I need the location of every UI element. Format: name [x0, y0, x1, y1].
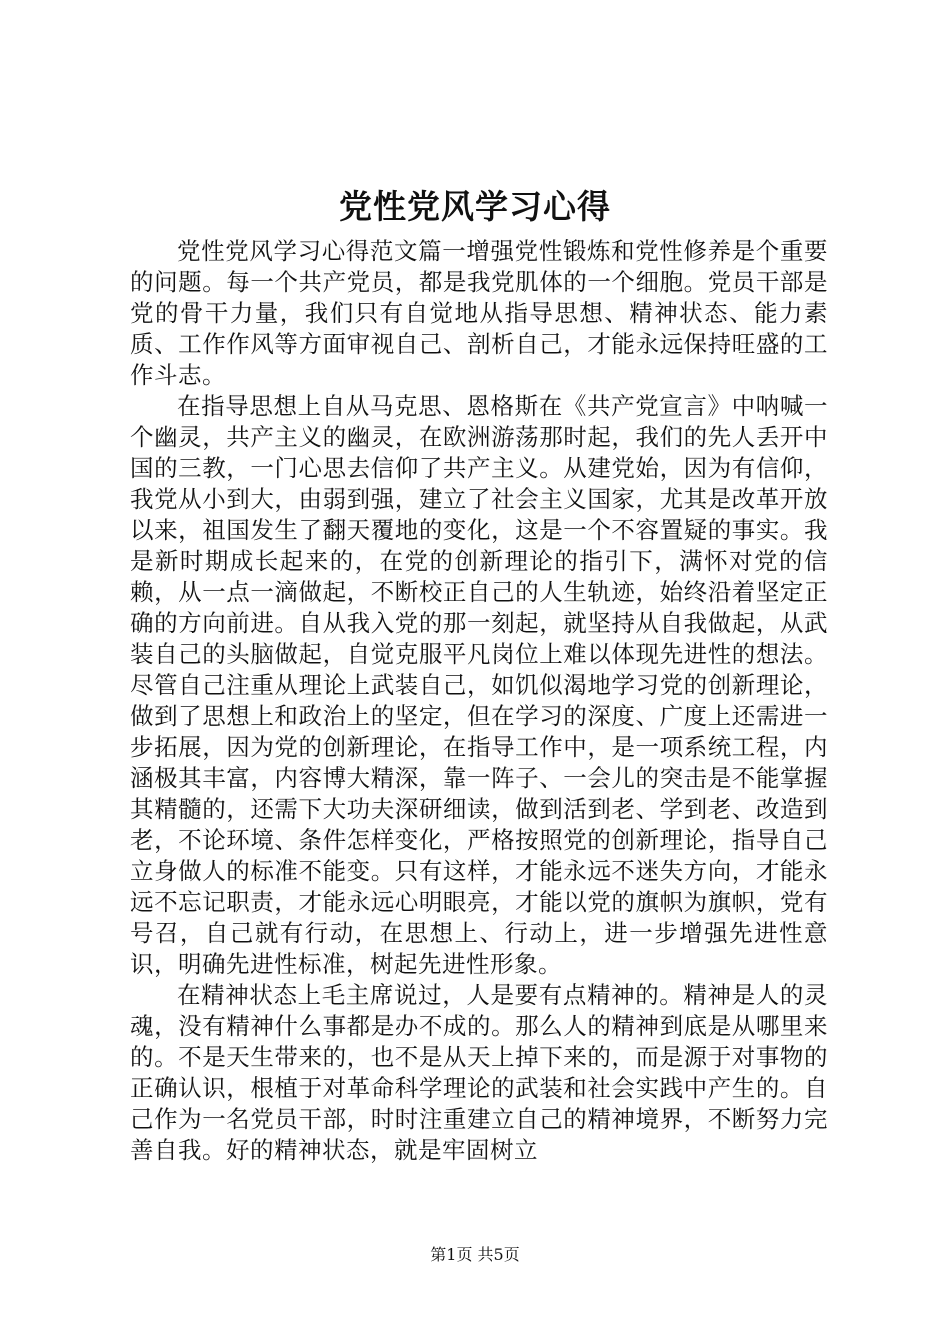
paragraph-1: 党性党风学习心得范文篇一增强党性锻炼和党性修养是个重要的问题。每一个共产党员，都是我党肌体的一个细胞。党员干部是党的骨干力量，我们只有自觉地从指导思想、精神状态、能力素质、工作作风等方面审视自己、剖析自己，才能永远保持旺盛的工作斗志。 — [130, 237, 828, 389]
paragraph-3: 在精神状态上毛主席说过，人是要有点精神的。精神是人的灵魂，没有精神什么事都是办不成的。那么人的精神到底是从哪里来的。不是天生带来的，也不是从天上掉下来的，而是源于对事物的正确认识，根植于对革命科学理论的武装和社会实践中产生的。自己作为一名党员干部，时时注重建立自己的精神境界，不断努力完善自我。好的精神状态，就是牢固树立 — [130, 981, 828, 1164]
paragraph-2: 在指导思想上自从马克思、恩格斯在《共产党宣言》中呐喊一个幽灵，共产主义的幽灵，在欧洲游荡那时起，我们的先人丢开中国的三教，一门心思去信仰了共产主义。从建党始，因为有信仰，我党从小到大，由弱到强，建立了社会主义国家，尤其是改革开放以来，祖国发生了翻天覆地的变化，这是一个不容置疑的事实。我是新时期成长起来的，在党的创新理论的指引下，满怀对党的信赖，从一点一滴做起，不断校正自己的人生轨迹，始终沿着坚定正确的方向前进。自从我入党的那一刻起，就坚持从自我做起，从武装自己的头脑做起，自觉克服平凡岗位上难以体现先进性的想法。尽管自己注重从理论上武装自己，如饥似渴地学习党的创新理论，做到了思想上和政治上的坚定，但在学习的深度、广度上还需进一步拓展，因为党的创新理论，在指导工作中，是一项系统工程，内涵极其丰富，内容博大精深，靠一阵子、一会儿的突击是不能掌握其精髓的，还需下大功夫深研细读，做到活到老、学到老、改造到老，不论环境、条件怎样变化，严格按照党的创新理论，指导自己立身做人的标准不能变。只有这样，才能永远不迷失方向，才能永远不忘记职责，才能永远心明眼亮，才能以党的旗帜为旗帜，党有号召，自己就有行动，在思想上、行动上，进一步增强先进性意识，明确先进性标准，树起先进性形象。 — [130, 392, 828, 978]
document-body — [130, 236, 828, 1166]
document-title: 党性党风学习心得 — [339, 187, 611, 226]
page-footer: 第1页 共5页 — [430, 1245, 520, 1264]
